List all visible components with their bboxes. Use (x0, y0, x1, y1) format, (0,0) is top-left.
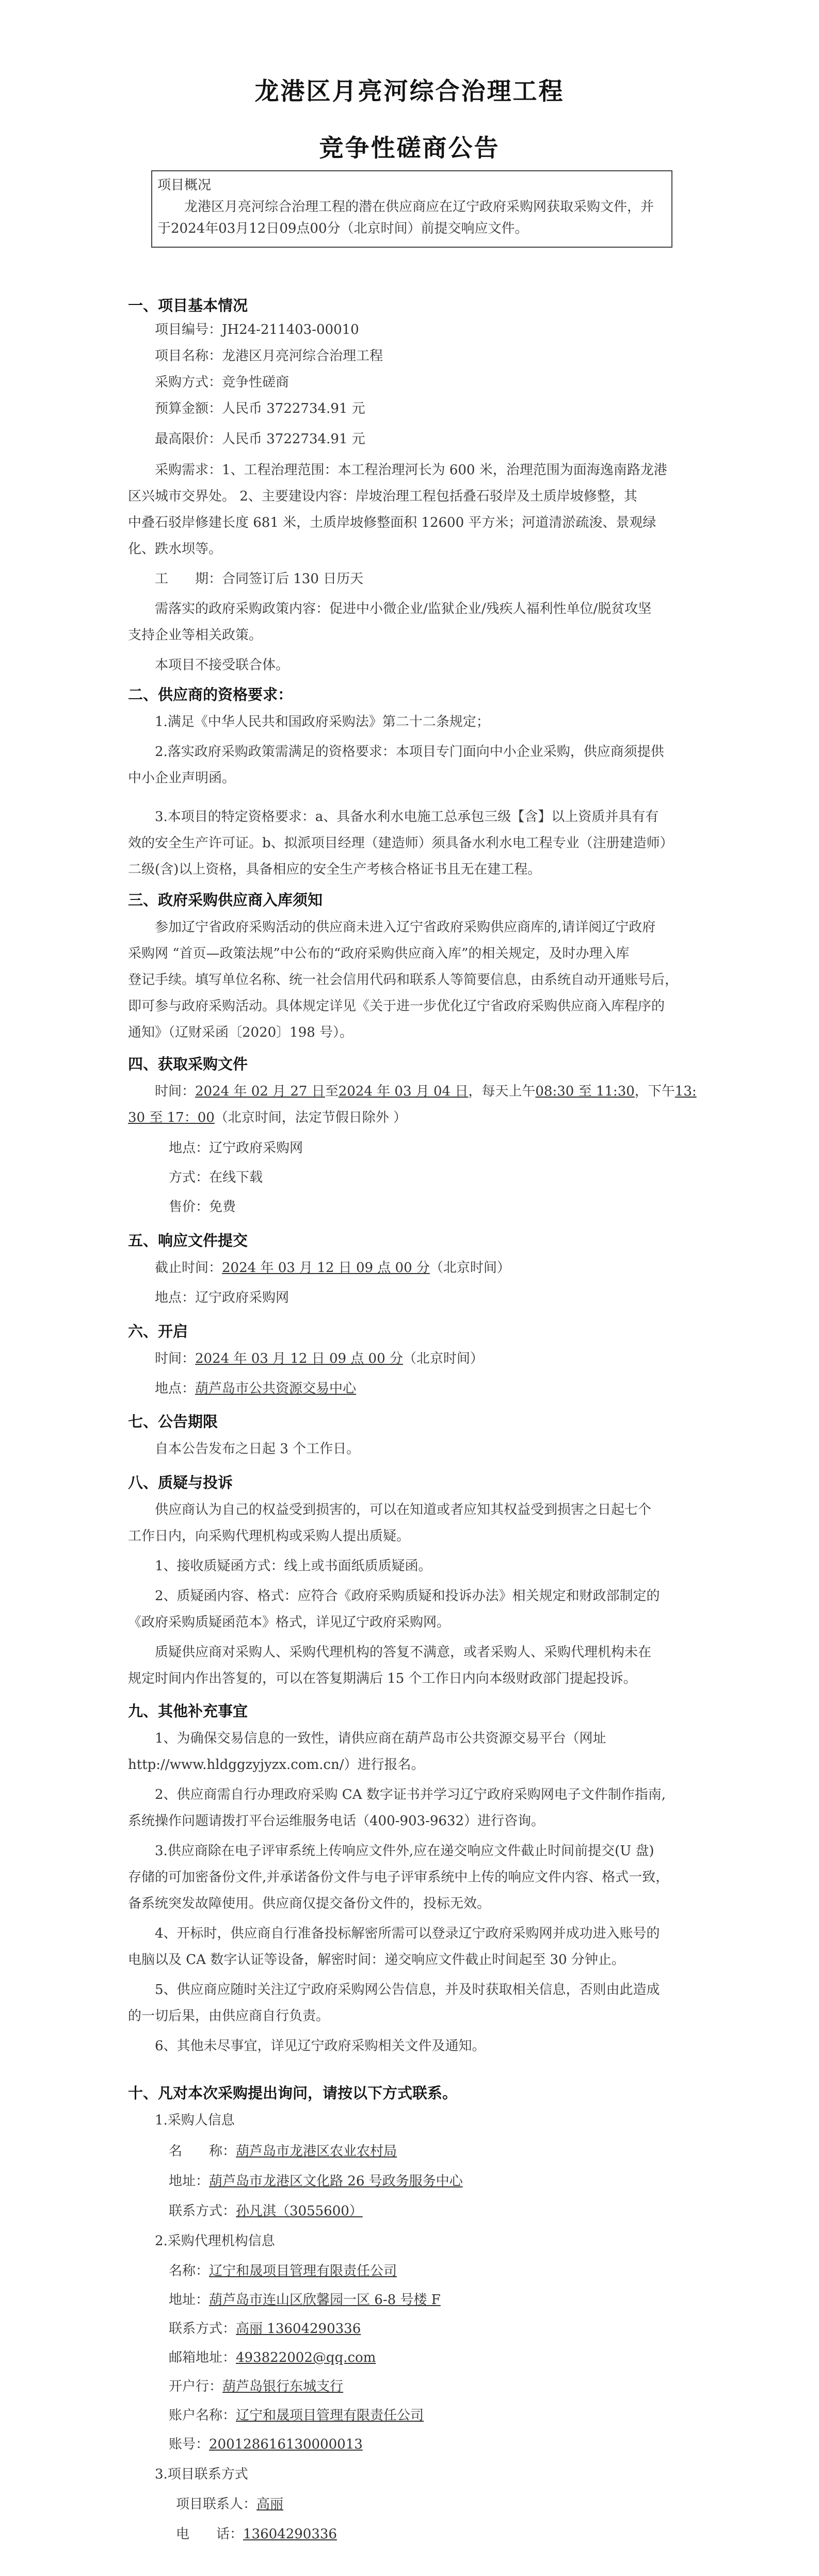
document-time-line-1 (155, 1083, 697, 1100)
agency-account-number-label: 账号： (169, 2437, 210, 2452)
supplement-2-line-2: 系统操作问题请拨打平台运维服务电话（400-903-9632）进行咨询。 (128, 1813, 544, 1829)
section-3-heading: 三、政府采购供应商入库须知 (128, 891, 323, 909)
section-10-heading: 十、凡对本次采购提出询问，请按以下方式联系。 (128, 2084, 458, 2102)
challenge-format-line-2: 《政府采购质疑函范本》格式，详见辽宁政府采购网。 (128, 1615, 451, 1630)
agency-name-value: 辽宁和晟项目管理有限责任公司 (209, 2263, 397, 2279)
section-6-heading: 六、开启 (128, 1323, 188, 1340)
morning-label: ，每天上午 (468, 1084, 536, 1099)
opening-time (155, 1350, 484, 1367)
section-2-heading: 二、供应商的资格要求： (128, 686, 293, 703)
opening-place-prefix: 地点： (155, 1381, 196, 1396)
registration-line-1: 参加辽宁省政府采购活动的供应商未进入辽宁省政府采购供应商库的,请详阅辽宁政府 (155, 920, 656, 935)
agency-account-number-value: 200128616130000013 (209, 2437, 363, 2452)
agency-address-value: 葫芦岛市连山区欣馨园一区 6-8 号楼 F (209, 2292, 441, 2308)
challenge-line-2: 工作日内，向采购代理机构或采购人提出质疑。 (128, 1528, 410, 1544)
date-from: 2024 年 02 月 27 日 (195, 1084, 325, 1099)
policy-line-2: 支持企业等相关政策。 (128, 627, 263, 643)
challenge-line-1: 供应商认为自己的权益受到损害的，可以在知道或者应知其权益受到损害之日起七个 (155, 1502, 652, 1518)
section-7-heading: 七、公告期限 (128, 1413, 218, 1430)
purchaser-name-label: 名 称： (169, 2144, 236, 2159)
supplement-3-line-1: 3.供应商除在电子评审系统上传响应文件外,应在递交响应文件截止时间前提交(U 盘) (155, 1843, 654, 1859)
agency-email (169, 2349, 376, 2366)
project-contact-phone-label: 电 话： (176, 2526, 244, 2542)
agency-name (169, 2262, 397, 2280)
deadline-value: 2024 年 03 月 12 日 09 点 00 分 (222, 1260, 430, 1276)
morning-time: 08:30 至 11:30 (535, 1084, 635, 1099)
agency-account-name-value: 辽宁和晟项目管理有限责任公司 (236, 2408, 424, 2423)
agency-name-label: 名称： (169, 2263, 210, 2279)
document-title: 龙港区月亮河综合治理工程 (254, 77, 565, 106)
date-to: 2024 年 03 月 04 日 (338, 1084, 469, 1099)
afternoon-time-end: 30 至 17：00 (128, 1110, 215, 1125)
opening-place-value: 葫芦岛市公共资源交易中心 (195, 1381, 357, 1396)
submission-place: 地点：辽宁政府采购网 (155, 1290, 290, 1306)
supplement-4-line-2: 电脑以及 CA 数字认证等设备，解密时间：递交响应文件截止时间起至 30 分钟止。 (128, 1952, 625, 1968)
supplement-5-line-2: 的一切后果，由供应商自行负责。 (128, 2008, 330, 2024)
purchaser-address (169, 2172, 463, 2190)
supplement-1-line-1: 1、为确保交易信息的一致性，请供应商在葫芦岛市公共资源交易平台（网址 (155, 1731, 606, 1746)
agency-email-value[interactable]: 493822002@qq.com (236, 2350, 376, 2365)
deadline-prefix: 截止时间： (155, 1260, 222, 1276)
submission-deadline (155, 1259, 510, 1277)
project-contact-person-value: 高丽 (256, 2497, 284, 2512)
afternoon-label: ，下午 (634, 1084, 675, 1099)
qualification-2-line-2: 中小企业声明函。 (128, 770, 236, 786)
agency-account-name-label: 账户名称： (169, 2408, 236, 2423)
purchaser-title: 1.采购人信息 (155, 2113, 235, 2128)
agency-email-label: 邮箱地址： (169, 2350, 236, 2365)
purchaser-contact-label: 联系方式： (169, 2203, 236, 2219)
supplement-2-line-1: 2、供应商需自行办理政府采购 CA 数字证书并学习辽宁政府采购网电子文件制作指南, (155, 1787, 666, 1802)
project-name: 项目名称：龙港区月亮河综合治理工程 (155, 348, 383, 364)
section-1-heading: 一、项目基本情况 (128, 297, 248, 314)
requirement-line-2: 区兴城市交界处。 2、主要建设内容：岸坡治理工程包括叠石驳岸及土质岸坡修整，其 (128, 489, 637, 504)
opening-time-value: 2024 年 03 月 12 日 09 点 00 分 (195, 1351, 403, 1366)
overview-heading: 项目概况 (157, 178, 212, 193)
supplement-3-line-2: 存储的可加密备份文件,并承诺备份文件与电子评审系统中上传的响应文件内容、格式一致， (128, 1870, 669, 1885)
notice-period-text: 自本公告发布之日起 3 个工作日。 (155, 1441, 360, 1457)
registration-line-5: 通知》（辽财采函〔2020〕198 号）。 (128, 1025, 354, 1040)
agency-bank-label: 开户行： (169, 2379, 223, 2394)
time-prefix: 时间： (155, 1084, 196, 1099)
qualification-3-line-3: 二级(含)以上资格，具备相应的安全生产考核合格证书且无在建工程。 (128, 862, 541, 877)
complaint-line-1: 质疑供应商对采购人、采购代理机构的答复不满意，或者采购人、采购代理机构未在 (155, 1645, 652, 1660)
project-contact-person (176, 2496, 283, 2513)
section-4-heading: 四、获取采购文件 (128, 1055, 248, 1073)
project-overview-box (151, 170, 672, 248)
document-mode: 方式：在线下载 (169, 1170, 263, 1185)
requirement-line-3: 中叠石驳岸修建长度 681 米，土质岸坡修整面积 12600 平方米；河道清淤疏浚、景观绿 (128, 515, 656, 530)
document-place: 地点：辽宁政府采购网 (169, 1140, 303, 1156)
opening-time-prefix: 时间： (155, 1351, 196, 1366)
complaint-line-2: 规定时间内作出答复的，可以在答复期满后 15 个工作日内向本级财政部门提起投诉。 (128, 1671, 637, 1686)
agency-title: 2.采购代理机构信息 (155, 2233, 275, 2249)
max-price: 最高限价：人民币 3722734.91 元 (155, 431, 365, 447)
purchaser-address-value: 葫芦岛市龙港区文化路 26 号政务服务中心 (209, 2174, 463, 2189)
procurement-method: 采购方式：竞争性磋商 (155, 375, 290, 390)
time-note: （北京时间，法定节假日除外 ） (214, 1110, 407, 1125)
supplement-5-line-1: 5、供应商应随时关注辽宁政府采购网公告信息，并及时获取相关信息，否则由此造成 (155, 1982, 660, 1998)
supplement-1-line-2: http://www.hldggzyjyzx.com.cn/）进行报名。 (128, 1757, 425, 1773)
requirement-line-1: 采购需求：1、工程治理范围：本工程治理河长为 600 米，治理范围为面海逸南路龙港 (155, 462, 667, 478)
purchaser-address-label: 地址： (169, 2174, 210, 2189)
agency-bank (169, 2378, 343, 2395)
agency-account-number (169, 2436, 363, 2453)
opening-time-suffix: （北京时间） (403, 1351, 484, 1366)
construction-period: 工 期：合同签订后 130 日历天 (155, 571, 364, 587)
overview-text: 龙港区月亮河综合治理工程的潜在供应商应在辽宁政府采购网获取采购文件，并于2024年03月12日09点00分（北京时间）前提交响应文件。 (157, 199, 654, 236)
date-separator: 至 (325, 1084, 339, 1099)
purchaser-contact (169, 2202, 363, 2220)
agency-address (169, 2291, 441, 2309)
policy-line-1: 需落实的政府采购政策内容：促进中小微企业/监狱企业/残疾人福利性单位/脱贫攻坚 (155, 601, 652, 617)
afternoon-time-start: 13: (675, 1084, 697, 1099)
agency-contact-value: 高丽 13604290336 (236, 2321, 361, 2337)
requirement-line-4: 化、跌水坝等。 (128, 541, 222, 557)
challenge-method: 1、接收质疑函方式：线上或书面纸质质疑函。 (155, 1558, 432, 1574)
document-time-line-2 (128, 1109, 407, 1126)
qualification-1: 1.满足《中华人民共和国政府采购法》第二十二条规定； (155, 714, 490, 730)
section-8-heading: 八、质疑与投诉 (128, 1474, 233, 1491)
consortium-note: 本项目不接受联合体。 (155, 657, 290, 673)
registration-line-2: 采购网 “首页—政策法规”中公布的“政府采购供应商入库”的相关规定，及时办理入库 (128, 946, 630, 961)
agency-contact-label: 联系方式： (169, 2321, 236, 2337)
budget-amount: 预算金额：人民币 3722734.91 元 (155, 401, 365, 416)
supplement-4-line-1: 4、开标时，供应商自行准备投标解密所需可以登录辽宁政府采购网并成功进入账号的 (155, 1926, 660, 1941)
challenge-format-line-1: 2、质疑函内容、格式：应符合《政府采购质疑和投诉办法》相关规定和财政部制定的 (155, 1588, 660, 1604)
agency-contact (169, 2320, 361, 2338)
qualification-3-line-2: 效的安全生产许可证。b、拟派项目经理（建造师）须具备水利水电工程专业（注册建造师） (128, 835, 673, 851)
agency-bank-value: 葫芦岛银行东城支行 (222, 2379, 344, 2394)
qualification-2-line-1: 2.落实政府采购政策需满足的资格要求：本项目专门面向中小企业采购，供应商须提供 (155, 744, 664, 760)
deadline-suffix: （北京时间） (429, 1260, 510, 1276)
supplement-6: 6、其他未尽事宜，详见辽宁政府采购相关文件及通知。 (155, 2038, 486, 2054)
agency-account-name (169, 2407, 424, 2424)
project-code: 项目编号：JH24-211403-00010 (155, 322, 359, 337)
purchaser-name (169, 2143, 397, 2160)
purchaser-contact-value: 孙凡淇（3055600） (236, 2203, 363, 2219)
purchaser-name-value: 葫芦岛市龙港区农业农村局 (236, 2144, 397, 2159)
registration-line-4: 即可参与政府采购活动。具体规定详见《关于进一步优化辽宁省政府采购供应商入库程序的 (128, 999, 665, 1014)
opening-place (155, 1380, 356, 1397)
section-9-heading: 九、其他补充事宜 (128, 1702, 248, 1720)
project-contact-phone-value: 13604290336 (243, 2526, 337, 2542)
agency-address-label: 地址： (169, 2292, 210, 2308)
document-subtitle: 竞争性磋商公告 (319, 134, 500, 163)
qualification-3-line-1: 3.本项目的特定资格要求：a、具备水利水电施工总承包三级【含】以上资质并具有有 (155, 809, 659, 825)
project-contact-phone (176, 2525, 337, 2543)
supplement-3-line-3: 备系统突发故障使用。供应商仅提交备份文件的，投标无效。 (128, 1896, 491, 1911)
registration-line-3: 登记手续。填写单位名称、统一社会信用代码和联系人等简要信息，由系统自动开通账号后， (128, 972, 679, 988)
section-5-heading: 五、响应文件提交 (128, 1232, 248, 1249)
document-price: 售价：免费 (169, 1199, 236, 1215)
project-contact-person-label: 项目联系人： (176, 2497, 257, 2512)
project-contact-title: 3.项目联系方式 (155, 2467, 248, 2482)
